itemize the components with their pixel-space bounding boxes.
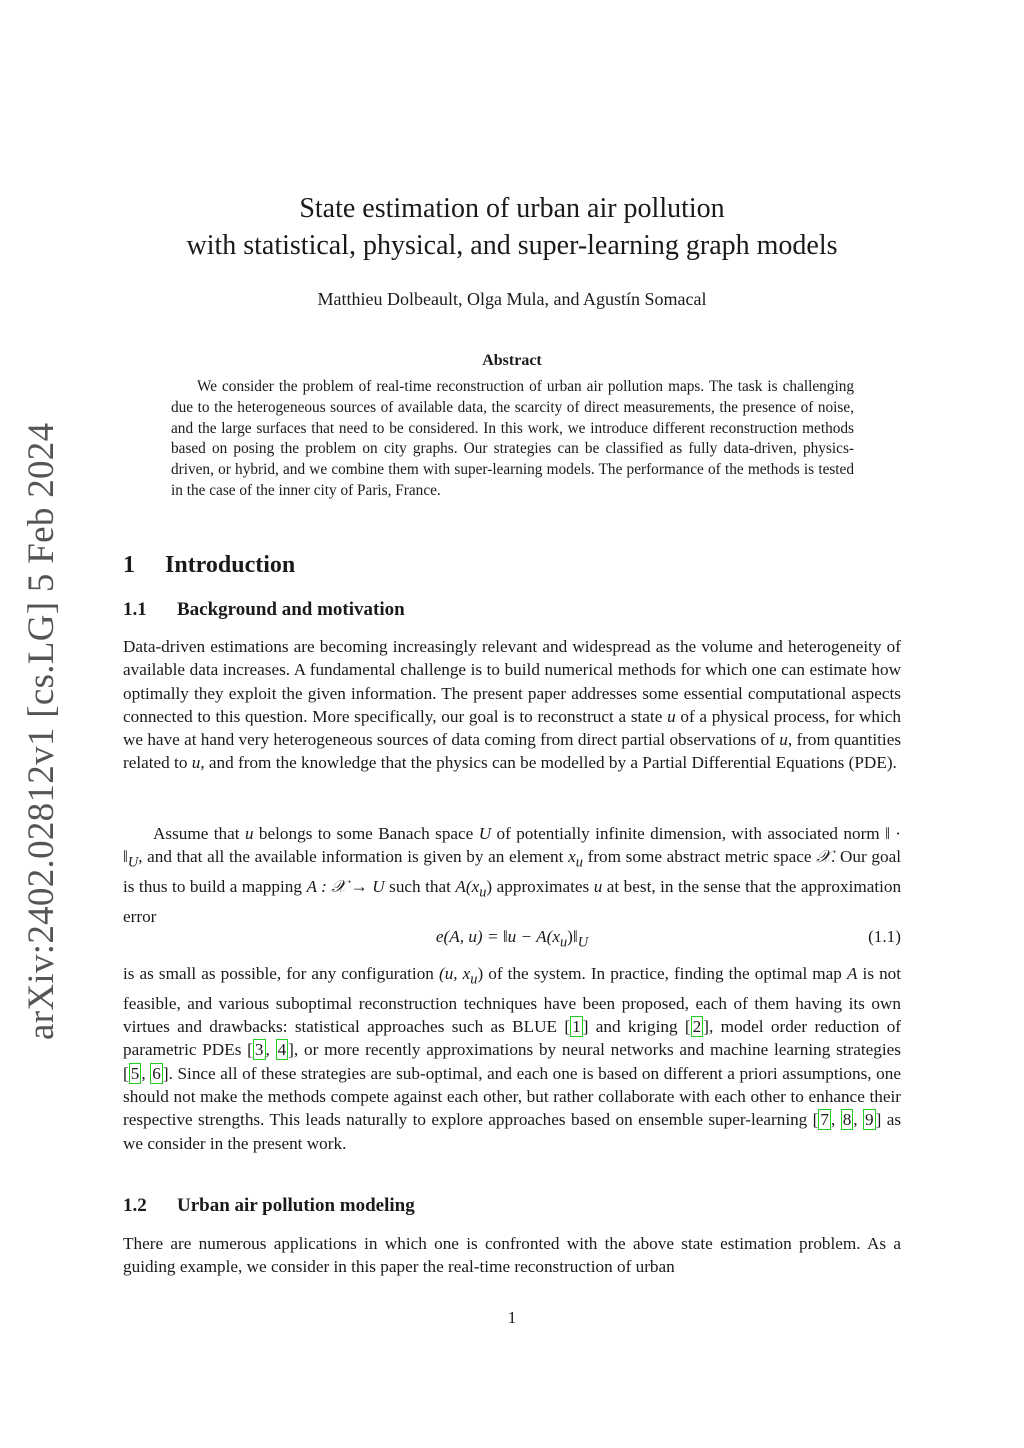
subsection-number: 1.2 — [123, 1195, 147, 1216]
citation-link[interactable]: 7 — [820, 1110, 829, 1130]
authors: Matthieu Dolbeault, Olga Mula, and Agustín Somacal — [317, 289, 707, 309]
subsection-number: 1.1 — [123, 599, 147, 620]
citation-link[interactable]: 9 — [864, 1110, 874, 1130]
equation-expression: e(A, u) = ‖u − $A(x_u)‖_U$ — [435, 927, 589, 951]
paragraph-1: Data-driven estimations are becoming increasingly relevant and widespread as the volume and heterogeneity of available data increases. A fundamental challenge is to build numerical methods for which one can estimate how optimally they exploit the given information. The present paper addresses some essential computational aspects connected to this question. More specifically, our goal is to reconstruct a state u of a physical process, for which we have at hand very heterogeneous sources of data coming from direct partial observations of u, from quantities related to u, and from the knowledge that the physics can be modelled by a Partial Differential Equations (PDE). — [123, 637, 902, 773]
abstract-heading: Abstract — [482, 352, 542, 369]
subsection-title: Background and motivation — [177, 599, 405, 620]
citation-link[interactable]: 5 — [130, 1063, 140, 1083]
subsection-title: Urban air pollution modeling — [177, 1195, 415, 1216]
citation-link[interactable]: 3 — [254, 1040, 264, 1060]
section-title: Introduction — [165, 552, 296, 578]
citation-link[interactable]: 8 — [842, 1110, 852, 1130]
citation-link[interactable]: 1 — [572, 1017, 581, 1037]
page-number: 1 — [507, 1308, 517, 1327]
paragraph-2: Assume that u belongs to some Banach space U of potentially infinite dimension, with associated norm ‖ · $‖_U$, and that all the available information is given by an element $x_u$ from some abstract metric space 𝒳. Our goal is thus to build a mapping A : 𝒳 → U such that $A(x_u)$ approximates u at best, in the sense that the approximation error — [123, 824, 902, 926]
subsection-heading-background — [123, 599, 405, 621]
paper-title — [0, 190, 1024, 264]
equation-1-1 — [123, 927, 901, 951]
paragraph-3: is as small as possible, for any configuration (u, $x_u$) of the system. In practice, finding the optimal map A is not feasible, and various suboptimal reconstruction techniques have been proposed, each of them having its own virtues and drawbacks: statistical approaches such as BLUE [ 1 ] and kriging [ 2 ], model order reduction of parametric PDEs [ 3 , 4 ], or more recently approximations by neural networks and machine learning strategies [ 5 , 6 ]. Since all of these strategies are sub-optimal, and each one is based on different a priori assumptions, one should not make the methods compete against each other, but rather collaborate with each other to enhance their respective strengths. This leads naturally to explore approaches based on ensemble super-learning [ 7 , 8 , 9 ] as we consider in the present work. — [123, 964, 902, 1153]
subsection-heading-urban-air-pollution — [123, 1195, 415, 1217]
equation-number: (1.1) — [868, 927, 901, 946]
section-heading-introduction — [123, 552, 295, 579]
paragraph-4: There are numerous applications in which one is confronted with the above state estimation problem. As a guiding example, we consider in this paper the real-time reconstruction of urban — [123, 1234, 901, 1277]
arxiv-identifier: arXiv:2402.02812v1 [cs.LG] 5 Feb 2024 — [21, 422, 62, 1040]
title-line-2: with statistical, physical, and super-learning graph models — [186, 230, 838, 261]
citation-link[interactable]: 2 — [692, 1017, 702, 1037]
citation-link[interactable]: 4 — [277, 1040, 287, 1060]
section-number: 1 — [123, 552, 135, 578]
abstract-text: We consider the problem of real-time reconstruction of urban air pollution maps. The task is challenging due to the heterogeneous sources of available data, the scarcity of direct measurements, the presence of noise, and the large surfaces that need to be considered. In this work, we introduce different reconstruction methods based on posing the problem on city graphs. Our strategies can be classified as fully data-driven, physics-driven, or hybrid, and we combine them with super-learning models. The performance of the methods is tested in the case of the inner city of Paris, France. — [171, 378, 854, 499]
title-line-1: State estimation of urban air pollution — [299, 193, 725, 224]
citation-link[interactable]: 6 — [152, 1063, 161, 1083]
